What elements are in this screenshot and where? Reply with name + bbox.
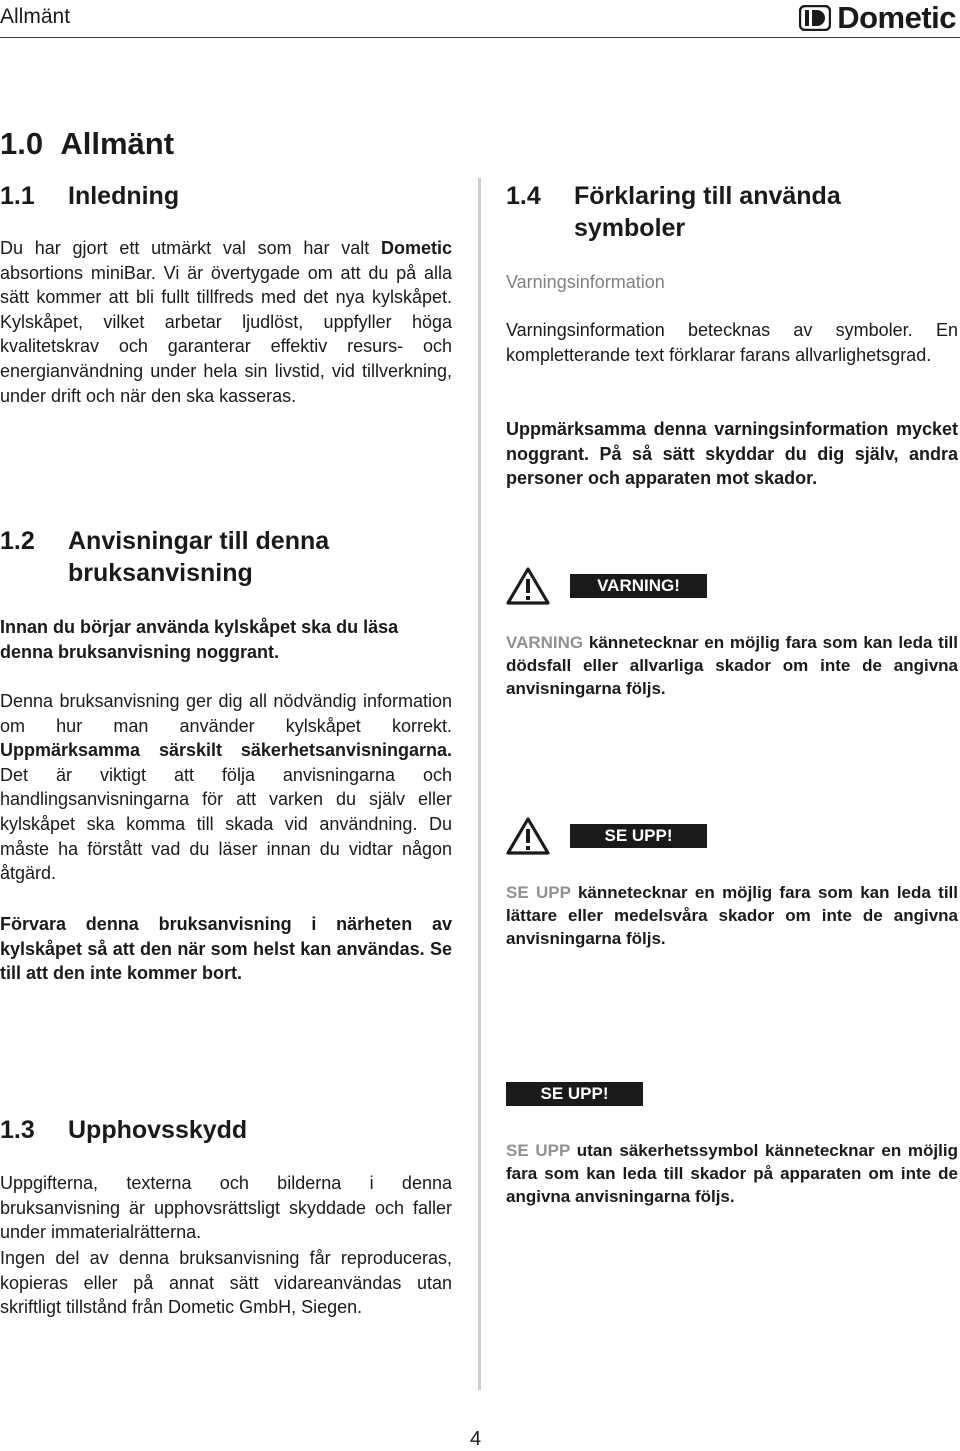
page-number: 4 bbox=[470, 1428, 482, 1450]
section-1-2-storage-note: Förvara denna bruksanvisning i närheten av kylskåpet så att den när som helst kan användas. Se till att den inte kommer bort. bbox=[0, 914, 452, 984]
section-1-2-intro: Innan du börjar använda kylskåpet ska du läsa denna bruksanvisning noggrant. bbox=[0, 617, 399, 662]
section-number: 1.3 bbox=[0, 1116, 35, 1144]
signal-word: SE UPP bbox=[506, 883, 571, 902]
text-run: Du har gjort ett utmärkt val som har valt bbox=[0, 238, 381, 258]
chapter-heading bbox=[0, 126, 174, 162]
warning-triangle-icon bbox=[506, 566, 550, 606]
warning-triangle-icon bbox=[506, 816, 550, 856]
dometic-logo-mark-icon bbox=[799, 5, 831, 31]
caution-description bbox=[506, 881, 958, 950]
signal-word: SE UPP bbox=[506, 1141, 571, 1160]
section-title-line: symboler bbox=[574, 214, 686, 242]
caution-no-symbol-description bbox=[506, 1139, 958, 1208]
warning-badge: VARNING! bbox=[570, 574, 707, 598]
text-run: Denna bruksanvisning ger dig all nödvändig information om hur man använder kylskåpet korrekt. bbox=[0, 691, 452, 736]
text-run: absortions miniBar. Vi är övertygade om att du på alla sätt kommer att bli fullt tillfreds med det nya kylskåpet. Kylskåpet, vilket arbetar ljudlöst, uppfyller höga kvalitetskrav och garanterar effektiv resurs- och energianvändning under hela sin livstid, vid tillverkning, under drift och när den ska kasseras. bbox=[0, 262, 452, 406]
section-title-line: Förklaring till använda bbox=[574, 182, 841, 210]
text-run: kännetecknar en möjlig fara som kan leda till dödsfall eller allvarliga skador om inte de angivna anvisningarna följs. bbox=[506, 633, 958, 698]
section-1-3-body-1: Uppgifterna, texterna och bilderna i denna bruksanvisning är upphovsrättsligt skyddade och faller under immaterialrätterna. bbox=[0, 1173, 452, 1243]
running-header-title: Allmänt bbox=[0, 5, 71, 28]
section-1-1-heading bbox=[0, 180, 179, 212]
section-title-line: Anvisningar till denna bbox=[68, 527, 330, 555]
caution-badge: SE UPP! bbox=[570, 824, 707, 848]
section-1-2-heading bbox=[0, 525, 329, 589]
warning-description bbox=[506, 631, 958, 700]
section-1-4-body: Varningsinformation betecknas av symboler. En kompletterande text förklarar farans allvarlighetsgrad. bbox=[506, 320, 958, 365]
section-1-2-body bbox=[0, 689, 452, 886]
section-title bbox=[68, 525, 329, 589]
section-title-line: bruksanvisning bbox=[68, 559, 253, 587]
section-1-4-heading bbox=[506, 180, 841, 244]
section-1-3-heading bbox=[0, 1114, 247, 1146]
warning-info-subheading: Varningsinformation bbox=[506, 272, 665, 292]
section-number: 1.1 bbox=[0, 182, 35, 210]
section-title: Inledning bbox=[68, 182, 180, 210]
section-1-3-body-2: Ingen del av denna bruksanvisning får reproduceras, kopieras eller på annat sätt vidareanvändas utan skriftligt tillstånd från Dometic GmbH, Siegen. bbox=[0, 1248, 452, 1318]
section-title: Upphovsskydd bbox=[68, 1116, 248, 1144]
warning-label-row bbox=[506, 566, 707, 606]
caution-label-row bbox=[506, 816, 707, 856]
signal-word: VARNING bbox=[506, 633, 584, 652]
text-run: kännetecknar en möjlig fara som kan leda till lättare eller medelsvåra skador om inte de angivna anvisningarna följs. bbox=[506, 883, 958, 948]
chapter-title: Allmänt bbox=[60, 126, 175, 161]
section-number: 1.2 bbox=[0, 527, 35, 555]
chapter-number: 1.0 bbox=[0, 126, 44, 161]
section-1-4-emphasis: Uppmärksamma denna varningsinformation mycket noggrant. På så sätt skyddar du dig själv, andra personer och apparaten mot skador. bbox=[506, 419, 958, 489]
section-1-1-body bbox=[0, 236, 452, 408]
text-run: utan säkerhetssymbol kännetecknar en möjlig fara som kan leda till skador på apparaten om inte de angivna anvisningarna följs. bbox=[506, 1141, 958, 1206]
dometic-logo bbox=[799, 0, 956, 36]
brand-wordmark: Dometic bbox=[837, 0, 956, 35]
text-run: Det är viktigt att följa anvisningarna och handlingsanvisningarna för att varken du själv eller kylskåpet ska komma till skada vid användning. Du måste ha förstått vad du läser innan du vidtar någon åtgärd. bbox=[0, 764, 452, 884]
caution-no-symbol-badge: SE UPP! bbox=[506, 1082, 643, 1106]
header-rule bbox=[0, 37, 960, 38]
section-number: 1.4 bbox=[506, 182, 541, 210]
brand-name-inline: Dometic bbox=[380, 238, 452, 258]
column-divider bbox=[478, 178, 481, 1390]
text-run-bold: Uppmärksamma särskilt säkerhetsanvisningarna. bbox=[0, 740, 452, 761]
section-title bbox=[574, 180, 841, 244]
